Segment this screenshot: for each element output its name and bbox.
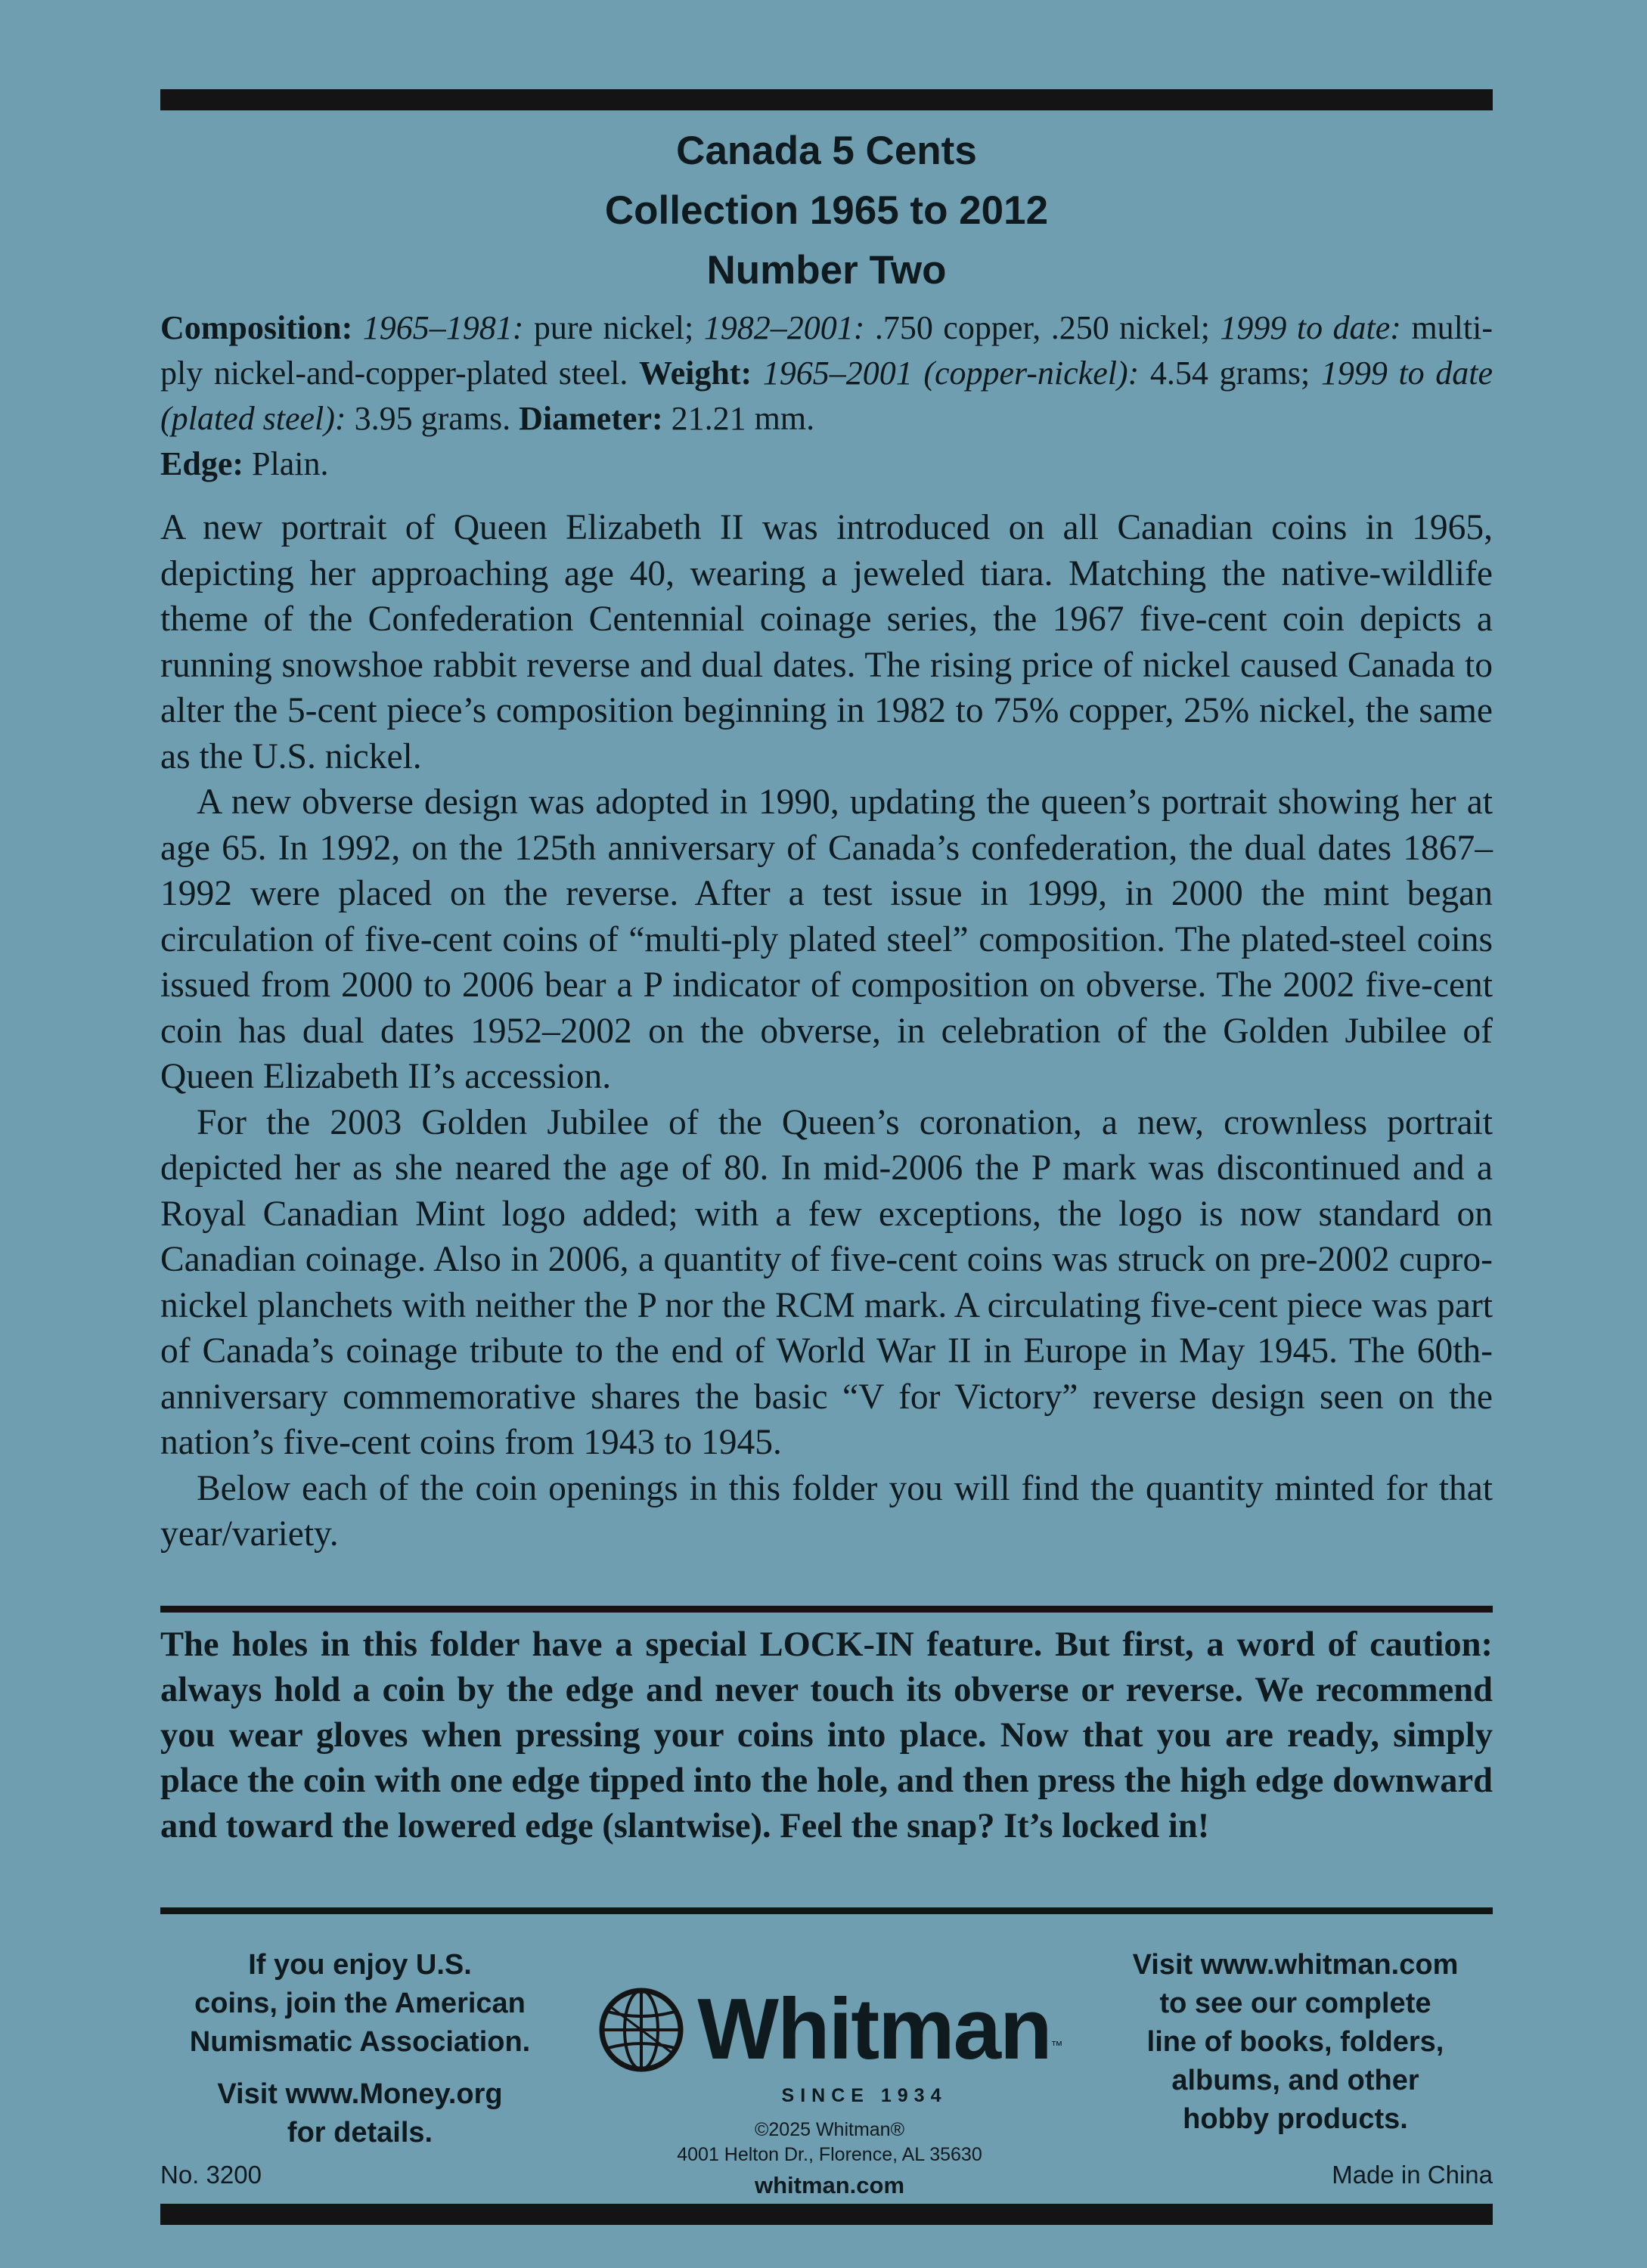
lockin-instructions: The holes in this folder have a special LOCK-IN feature. But first, a word of caution: always hold a coin by the edge and never touch its obverse or reverse. We recommend you wear gloves when pressing your coins into place. Now that you are ready, simply place the coin with one edge tipped into the hole, and then press the high edge downward and toward the lowered edge (slantwise). Feel the snap? It’s locked in! [160,1625,1493,1845]
bottom-rule [160,2204,1493,2225]
title-block [160,121,1493,300]
composition-value-3: multi-ply nickel-and-copper-plated steel. [160,309,1493,392]
since-line: SINCE 1934 [781,2085,948,2106]
whitman-logo-block [588,1981,1072,2199]
composition-value-2: .750 copper, .250 nickel; [874,309,1210,346]
copyright-line: ©2025 Whitman® [754,2119,905,2140]
composition-period-2: 1982–2001: [703,309,865,346]
lockin-bottom-rule [160,1907,1493,1914]
ana-promo-line-4: Visit www.Money.org [217,2078,503,2110]
history-paragraph-4: Below each of the coin openings in this folder you will find the quantity minted for that year/variety. [160,1468,1493,1554]
composition-label: Composition: [160,309,353,346]
trademark-symbol: ™ [1050,2040,1063,2053]
diameter-label: Diameter: [519,400,663,437]
whitman-promo-line-1: Visit www.whitman.com [1132,1949,1459,1981]
whitman-promo-line-2: to see our complete [1159,1988,1431,2019]
title-line-2: Collection 1965 to 2012 [604,188,1049,233]
whitman-wordmark: Whitman [697,1981,1051,2077]
composition-period-1: 1965–1981: [362,309,524,346]
edge-label: Edge: [160,445,243,482]
whitman-logo [588,1981,1072,2079]
title-line-3: Number Two [706,248,947,293]
title-line-1: Canada 5 Cents [676,129,977,173]
history-paragraph-3: For the 2003 Golden Jubilee of the Queen’s coronation, a new, crownless portrait depicted her as she neared the age of 80. In mid-2006 the P mark was discontinued and a Royal Canadian Mint logo added; with a few exceptions, the logo is now standard on Canadian coinage. Also in 2006, a quantity of five-cent coins was struck on pre-2002 cupro-nickel planchets with neither the P nor the RCM mark. A circulating five-cent piece was part of Canada’s coinage tribute to the end of World War II in Europe in May 1945. The 60th-anniversary commemorative shares the basic “V for Victory” reverse design seen on the nation’s five-cent coins from 1943 to 1945. [160,1102,1493,1462]
weight-label: Weight: [639,355,752,392]
country-of-origin: Made in China [1332,2161,1493,2189]
weight-period-2: 1999 to date (plated steel): [160,355,1493,437]
specifications [160,305,1493,487]
ana-promo-line-2: coins, join the American [194,1988,526,2019]
weight-period-1: 1965–2001 (copper-nickel): [762,355,1140,392]
website-line: whitman.com [754,2172,905,2198]
ana-promo-line-5: for details. [287,2117,433,2149]
top-rule [160,89,1493,110]
edge-value: Plain. [252,445,329,482]
composition-value-1: pure nickel; [533,309,694,346]
composition-period-3: 1999 to date: [1220,309,1401,346]
history-paragraph-1: A new portrait of Queen Elizabeth II was introduced on all Canadian coins in 1965, depicting her approaching age 40, wearing a jeweled tiara. Matching the native-wildlife theme of the Confederation Centennial coinage series, the 1967 five-cent coin depicts a running snowshoe rabbit reverse and dual dates. The rising price of nickel caused Canada to alter the 5-cent piece’s composition beginning in 1982 to 75% copper, 25% nickel, the same as the U.S. nickel. [160,508,1493,776]
whitman-promo-line-3: line of books, folders, [1146,2026,1444,2058]
address-line: 4001 Helton Dr., Florence, AL 35630 [677,2144,982,2165]
history-text [160,505,1493,1557]
whitman-promo [1098,1946,1493,2139]
ana-promo [160,1946,560,2152]
lockin-top-rule [160,1606,1493,1613]
folder-back-page [160,0,1493,2268]
ana-promo-line-1: If you enjoy U.S. [248,1949,472,1981]
item-number: No. 3200 [160,2161,262,2189]
whitman-promo-line-4: albums, and other [1171,2065,1419,2096]
history-paragraph-2: A new obverse design was adopted in 1990, updating the queen’s portrait showing her at age 65. In 1992, on the 125th anniversary of Canada’s confederation, the dual dates 1867–1992 were placed on the reverse. After a test issue in 1999, in 2000 the mint began circulation of five-cent coins of “multi-ply plated steel” composition. The plated-steel coins issued from 2000 to 2006 bear a P indicator of composition on obverse. The 2002 five-cent coin has dual dates 1952–2002 on the obverse, in celebration of the Golden Jubilee of Queen Elizabeth II’s accession. [160,782,1493,1096]
globe-icon [596,1984,687,2075]
weight-value-2: 3.95 grams. [354,400,511,437]
weight-value-1: 4.54 grams; [1149,355,1310,392]
ana-promo-line-3: Numismatic Association. [189,2026,531,2058]
whitman-promo-line-5: hobby products. [1183,2103,1408,2135]
diameter-value: 21.21 mm. [671,400,815,437]
